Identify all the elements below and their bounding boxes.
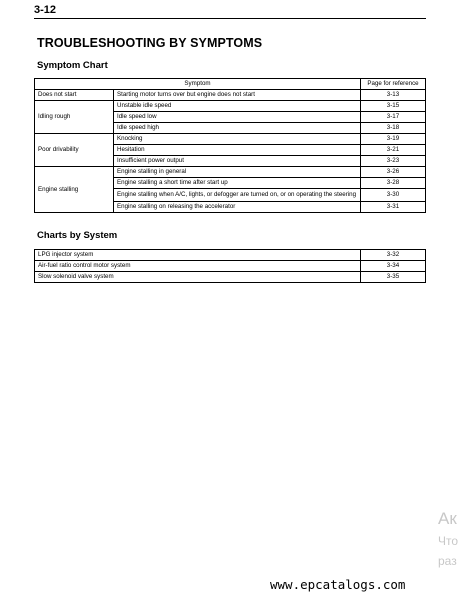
table-row — [35, 134, 426, 145]
header-rule — [34, 18, 426, 19]
table-header-row — [35, 79, 426, 90]
table-row — [35, 101, 426, 112]
page-cell: 3-19 — [361, 134, 426, 145]
page-cell: 3-30 — [361, 189, 426, 202]
symptom-cell: Engine stalling when A/C, lights, or defogger are turned on, or on operating the steering — [114, 189, 361, 202]
overlay-text-line2: Что — [438, 534, 459, 548]
page-title: TROUBLESHOOTING BY SYMPTOMS — [37, 36, 263, 50]
page-cell: 3-31 — [361, 202, 426, 213]
charts-by-system-heading: Charts by System — [37, 230, 118, 241]
category-cell: Engine stalling — [35, 167, 114, 213]
page-cell: 3-34 — [361, 261, 426, 272]
page-cell: 3-35 — [361, 272, 426, 283]
symptom-cell: Engine stalling a short time after start up — [114, 178, 361, 189]
overlay-text-line1: Ак — [438, 509, 457, 528]
symptom-cell: Engine stalling on releasing the accelerator — [114, 202, 361, 213]
symptom-cell: Knocking — [114, 134, 361, 145]
symptom-chart-heading: Symptom Chart — [37, 60, 108, 71]
system-cell: LPG injector system — [35, 250, 361, 261]
page-cell: 3-28 — [361, 178, 426, 189]
table-row — [35, 90, 426, 101]
page-cell: 3-17 — [361, 112, 426, 123]
page-cell: 3-23 — [361, 156, 426, 167]
page-cell: 3-21 — [361, 145, 426, 156]
symptom-column-header: Symptom — [35, 79, 361, 90]
category-cell: Idling rough — [35, 101, 114, 134]
table-row — [35, 250, 426, 261]
page-cell: 3-15 — [361, 101, 426, 112]
system-cell: Slow solenoid valve system — [35, 272, 361, 283]
table-row — [35, 167, 426, 178]
page-number: 3-12 — [34, 4, 57, 16]
site-watermark: www.epcatalogs.com — [270, 577, 406, 592]
category-cell: Does not start — [35, 90, 114, 101]
symptom-cell: Idle speed low — [114, 112, 361, 123]
symptom-cell: Starting motor turns over but engine does not start — [114, 90, 361, 101]
symptom-cell: Hesitation — [114, 145, 361, 156]
symptom-cell: Engine stalling in general — [114, 167, 361, 178]
page-cell: 3-18 — [361, 123, 426, 134]
system-cell: Air-fuel ratio control motor system — [35, 261, 361, 272]
overlay-text-line3: раз — [438, 554, 457, 568]
symptom-cell: Unstable idle speed — [114, 101, 361, 112]
table-row — [35, 272, 426, 283]
charts-by-system-table — [34, 249, 426, 283]
page-cell: 3-13 — [361, 90, 426, 101]
page-cell: 3-26 — [361, 167, 426, 178]
symptom-cell: Insufficient power output — [114, 156, 361, 167]
symptom-cell: Idle speed high — [114, 123, 361, 134]
page-column-header: Page for reference — [361, 79, 426, 90]
symptom-chart-table — [34, 78, 426, 213]
category-cell: Poor drivability — [35, 134, 114, 167]
page-cell: 3-32 — [361, 250, 426, 261]
table-row — [35, 261, 426, 272]
